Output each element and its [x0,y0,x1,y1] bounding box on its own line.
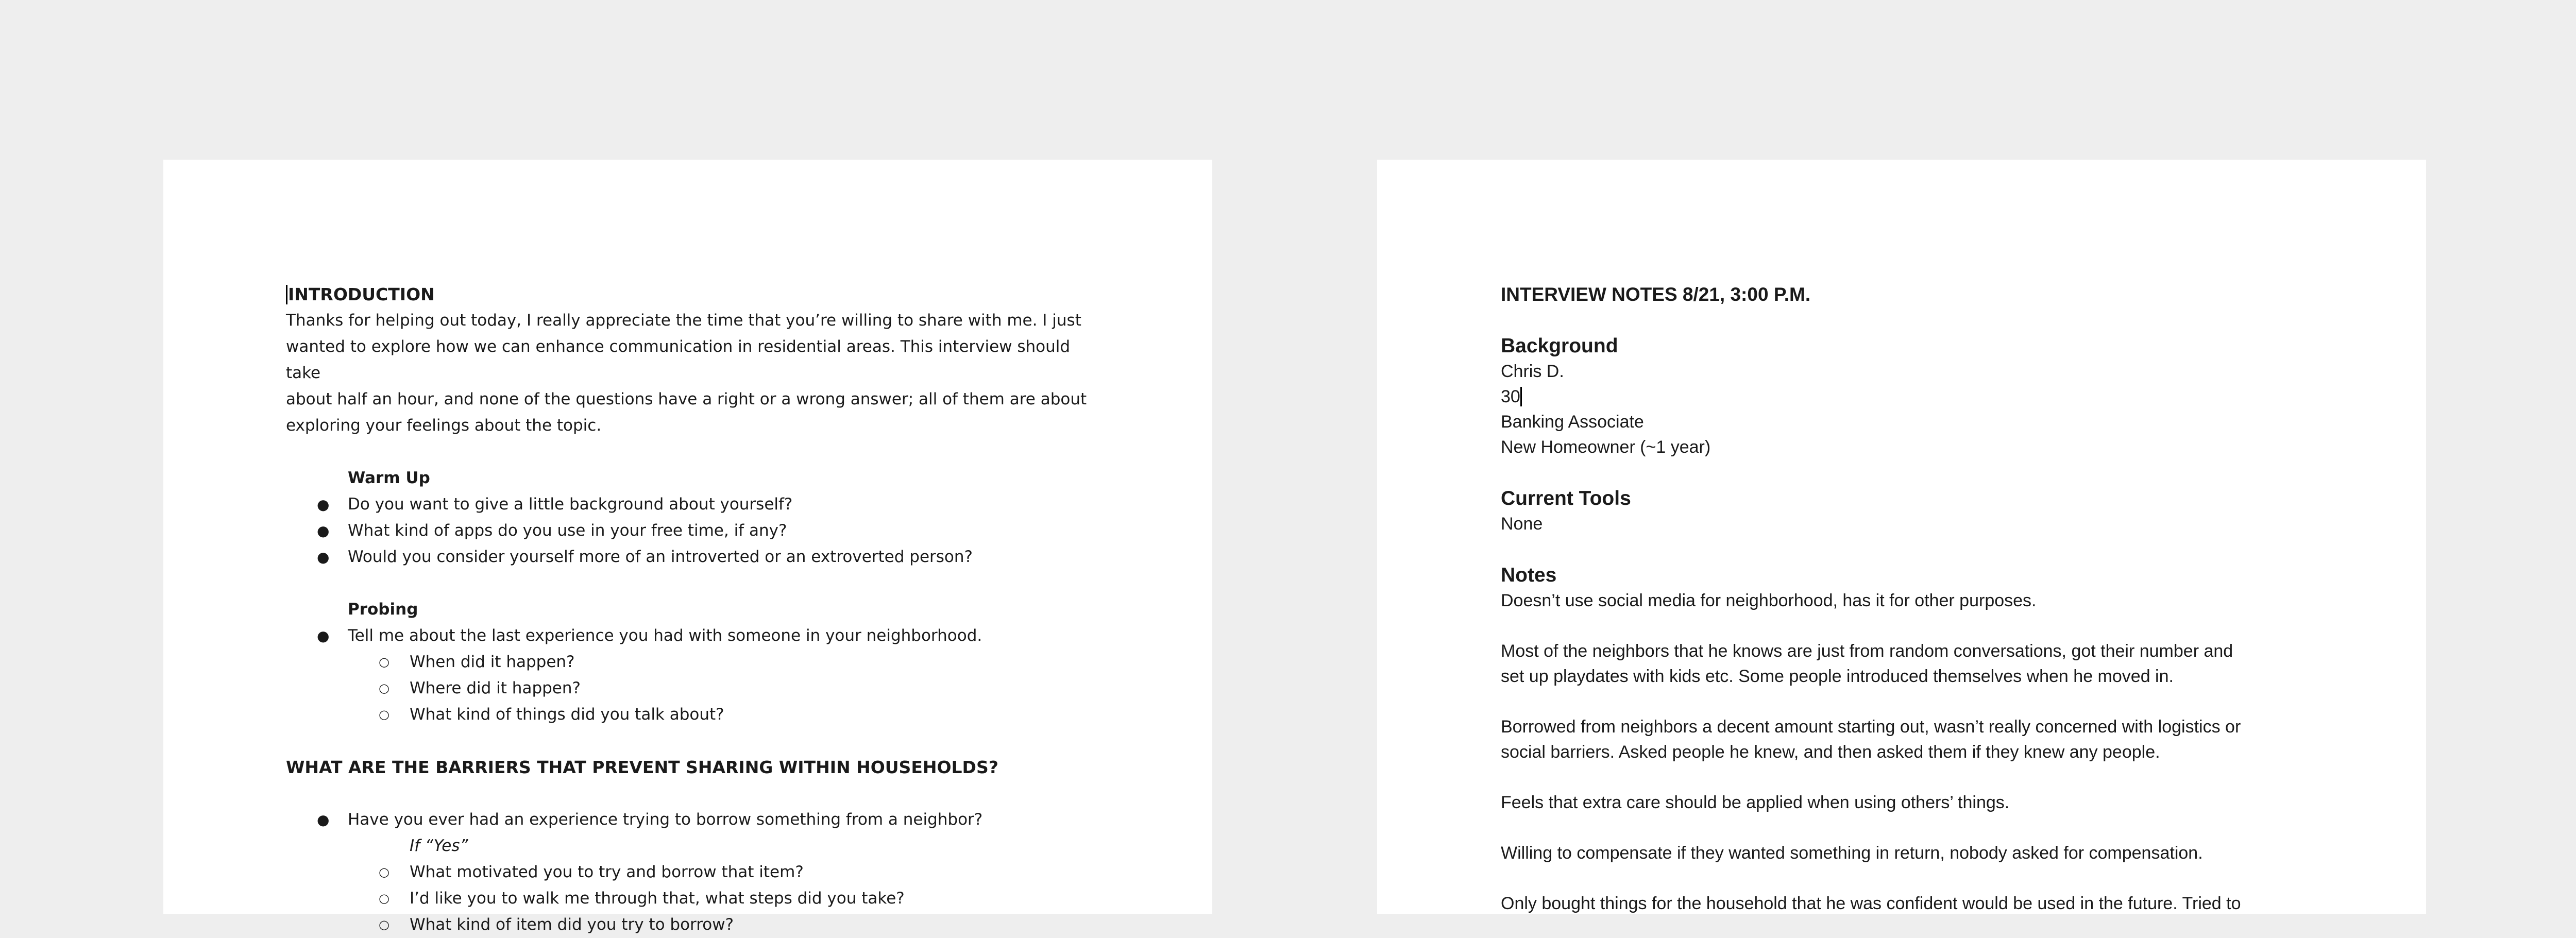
intro-line: Thanks for helping out today, I really appreciate the time that you’re willing to share with me. I just [286,311,1081,330]
list-item: ○ Where did it happen? [286,675,1090,702]
warmup-list [286,491,1090,570]
warmup-heading: Warm Up [348,469,430,487]
barriers-heading: WHAT ARE THE BARRIERS THAT PREVENT SHARING WITHIN HOUSEHOLDS? [286,757,998,777]
bullet-icon: ● [317,811,330,828]
intro-line: exploring your feelings about the topic. [286,416,602,435]
bullet-icon: ● [317,496,330,513]
background-name: Chris D. [1501,362,1564,381]
list-item: ○ What kind of item did you try to borrow? [286,912,1090,938]
hollow-bullet-icon: ○ [379,891,389,906]
background-heading: Background [1501,335,1618,357]
document-page-interview-guide[interactable] [163,160,1212,934]
bullet-icon: ● [317,627,330,644]
list-item: ○ What kind of things did you talk about? [286,702,1090,728]
background-age-line [1501,384,2304,410]
list-item: ● Would you consider yourself more of an introverted or an extroverted person? [286,544,1090,570]
intro-line: wanted to explore how we can enhance communication in residential areas. This interview should take [286,337,1071,382]
list-item: ● Have you ever had an experience trying to borrow something from a neighbor? [286,807,1090,833]
note-paragraph: Most of the neighbors that he knows are just from random conversations, got their number and [1501,641,2233,661]
interview-guide-body[interactable] [286,281,1090,938]
interview-notes-body[interactable] [1501,281,2304,916]
list-item: ○ When did it happen? [286,649,1090,675]
list-item: ○ What motivated you to try and borrow that item? [286,859,1090,885]
hollow-bullet-icon: ○ [379,707,389,722]
hollow-bullet-icon: ○ [379,865,389,879]
barriers-sublist [286,859,1090,938]
hollow-bullet-icon: ○ [379,681,389,695]
note-paragraph: Willing to compensate if they wanted something in return, nobody asked for compensation. [1501,843,2203,863]
list-item: ● Do you want to give a little background about yourself? [286,491,1090,518]
intro-heading [286,281,1090,308]
note-paragraph: Only bought things for the household that he was confident would be used in the future. Tried to [1501,894,2241,913]
probing-list [286,623,1090,649]
note-paragraph: social barriers. Asked people he knew, and then asked them if they knew any people. [1501,742,2160,762]
if-yes-label: If “Yes” [410,837,468,855]
notes-title: INTERVIEW NOTES 8/21, 3:00 P.M. [1501,284,1811,305]
hollow-bullet-icon: ○ [379,917,389,932]
probing-heading: Probing [348,600,418,619]
probing-sublist [286,649,1090,728]
note-paragraph: set up playdates with kids etc. Some people introduced themselves when he moved in. [1501,667,2174,686]
background-status: New Homeowner (~1 year) [1501,437,1711,457]
intro-line: about half an hour, and none of the questions have a right or a wrong answer; all of them are about [286,390,1087,408]
background-job: Banking Associate [1501,412,1644,432]
text-cursor [1520,387,1522,406]
list-item: ● Tell me about the last experience you had with someone in your neighborhood. [286,623,1090,649]
document-page-interview-notes[interactable] [1377,160,2426,914]
intro-heading-text: INTRODUCTION [288,284,435,304]
tools-value: None [1501,514,1543,534]
note-paragraph: Borrowed from neighbors a decent amount starting out, wasn’t really concerned with logistics or [1501,717,2241,737]
bullet-icon: ● [317,549,330,566]
bullet-icon: ● [317,522,330,539]
note-paragraph: Feels that extra care should be applied when using others’ things. [1501,793,2010,812]
list-item: ● What kind of apps do you use in your free time, if any? [286,518,1090,544]
note-paragraph: Doesn’t use social media for neighborhood, has it for other purposes. [1501,591,2037,610]
tools-heading: Current Tools [1501,487,1631,509]
notes-heading: Notes [1501,564,1557,586]
list-item: ○ I’d like you to walk me through that, what steps did you take? [286,885,1090,912]
barriers-list [286,807,1090,833]
hollow-bullet-icon: ○ [379,655,389,669]
text-cursor [286,285,287,304]
background-age: 30 [1501,387,1520,406]
